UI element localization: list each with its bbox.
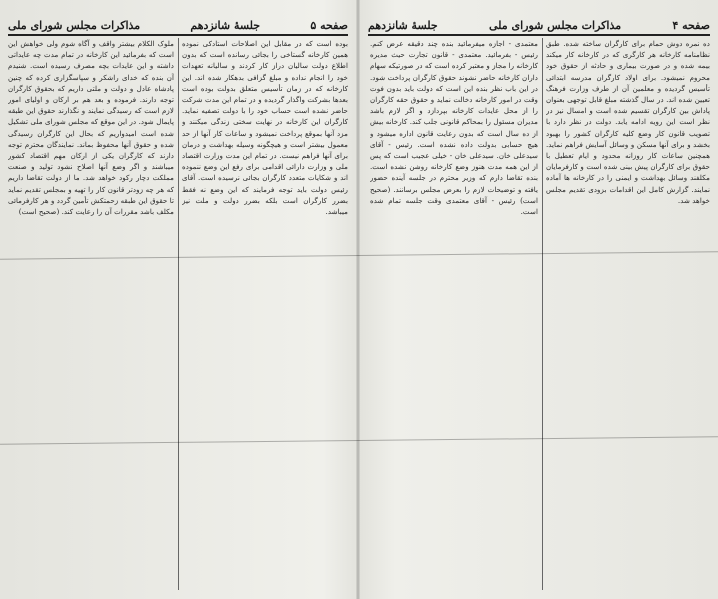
right-page-left-column (370, 38, 538, 593)
left-page-left-column-text: ملوک الکلام بیشتر واقف و آگاه شوم ولی خواهش این است که بفرمائید این کارخانه در تمام مدت چه عایداتی داشته و این عایدات بچه مصرف رسیده است. شنیدم آن بنده که خدای راشکر و سپاسگزاری کرده که چنین پادشاه عادل و دولت و ملتی داریم که بحقوق کارگران توجه دارند. فرموده و بعد هم بر ارکان و اولیای امور لازم است که رسیدگی نمایند و نگذارند حقوق این طبقه پایمال شود. در این موقع که مجلس شورای ملی تشکیل شده است امیدواریم که بحال این کارگران رسیدگی شده و حقوق آنها محفوظ بماند. نمایندگان محترم توجه دارند که کارگران یکی از ارکان مهم اقتصاد کشور میباشند و اگر وضع آنها اصلاح نشود تولید و صنعت مملکت دچار رکود خواهد شد. ما از دولت تقاضا داریم که هر چه زودتر قانون کار را تهیه و بمجلس تقدیم نماید تا حقوق این طبقه زحمتکش تأمین گردد و هر کارفرمائی مکلف باشد مقررات آن را رعایت کند. (صحیح است) (8, 39, 174, 217)
right-session-title: جلسهٔ شانزدهم (368, 19, 438, 32)
left-session-title: جلسهٔ شانزدهم (190, 19, 261, 32)
left-journal-title: مذاکرات مجلس شورای ملی (8, 19, 141, 32)
right-page-header (368, 8, 710, 36)
left-page-header (8, 8, 348, 36)
left-page-right-column (182, 38, 348, 593)
right-page (360, 0, 718, 599)
right-page-number: صفحه ۴ (672, 19, 710, 32)
left-page-left-column (8, 38, 174, 593)
right-page-right-column (546, 38, 710, 593)
right-page-column-divider (542, 38, 543, 590)
right-journal-title: مذاکرات مجلس شورای ملی (488, 19, 622, 32)
right-page-right-column-text: ده نمره دوش حمام برای کارگران ساخته شده. طبق نظامنامه کارخانه هر کارگری که در کارخانه کار میکند بیمه شده و در صورت بیماری و حادثه از حقوق خود محروم نمیشود. برای اولاد کارگران مدرسه ابتدائی تأسیس گردیده و معلمین آن از طرف وزارت فرهنگ تعیین شده اند. در سال گذشته مبلغ قابل توجهی بعنوان پاداش بین کارگران تقسیم شده است و امسال نیز در نظر است این رویه ادامه یابد. دولت در نظر دارد با تصویب قانون کار وضع کلیه کارگران کشور را بهبود بخشد و برای آنها مسکن و وسائل آسایش فراهم نماید. همچنین ساعات کار روزانه محدود و ایام تعطیل با حقوق برای کارگران پیش بینی شده است و کارفرمایان مکلفند وسائل بهداشت و ایمنی را در کارخانه ها آماده نمایند. گزارش کامل این اقدامات بزودی تقدیم مجلس خواهد شد. (546, 39, 710, 205)
left-page-column-divider (178, 38, 179, 590)
left-page (0, 0, 356, 599)
left-page-right-column-text: بوده است که در مقابل این اصلاحات استادکی نموده همین کارخانه گستاخی را بجائی رسانده است که بدون اطلاع دولت سالیان دراز کار کردند و سالیانه تعهدات خود را انجام نداده و مبلغ گزافی بدهکار شده اند. این کارخانه که در زمان تأسیس متعلق بدولت بوده است بعدها بشرکت واگذار گردیده و در تمام این مدت شرکت حاضر نشده است حساب خود را با دولت تصفیه نماید. کارگران این کارخانه در نهایت سختی زندگی میکنند و مزد آنها بموقع پرداخت نمیشود و ساعات کار آنها از حد معمول بیشتر است و هیچگونه وسیله بهداشت و درمان برای آنها فراهم نیست. در تمام این مدت وزارت اقتصاد ملی و وزارت دارائی اقدامی برای رفع این وضع ننموده اند و شکایات متعدد کارگران بجائی نرسیده است. آقای رئیس دولت باید توجه فرمایند که این وضع نه فقط بضرر کارگران است بلکه بضرر دولت و ملت نیز میباشد. (182, 39, 348, 217)
left-page-number: صفحه ۵ (310, 19, 348, 32)
right-page-left-column-text: معتمدی - اجازه میفرمائید بنده چند دقیقه عرض کنم. رئیس - بفرمائید. معتمدی - قانون تجارت حیث مدیره کارخانه را مجاز و معتبر کرده است که در صورتیکه سهام داران کارخانه حاضر نشوند حقوق کارگران پرداخت شود. در این باب نظر بنده این است که دولت باید بدون فوت وقت در امور کارخانه دخالت نماید و حقوق حقه کارگران را از محل عایدات کارخانه بپردازد و اگر لازم باشد مدیران مسئول را بمحاکم قانونی جلب کند. کارخانه بیش از ده سال است که بدون رعایت قانون اداره میشود و هیچ حسابی بدولت داده نشده است. رئیس - آقای سیدعلی خان. سیدعلی خان - خیلی عجیب است که پس از این همه مدت هنوز وضع کارخانه روشن نشده است. بنده تقاضا دارم که وزیر محترم در جلسه آینده حضور یافته و توضیحات لازم را بعرض مجلس برسانند. (صحیح است) رئیس - آقای معتمدی وقت جلسه تمام شده است. (370, 39, 538, 217)
